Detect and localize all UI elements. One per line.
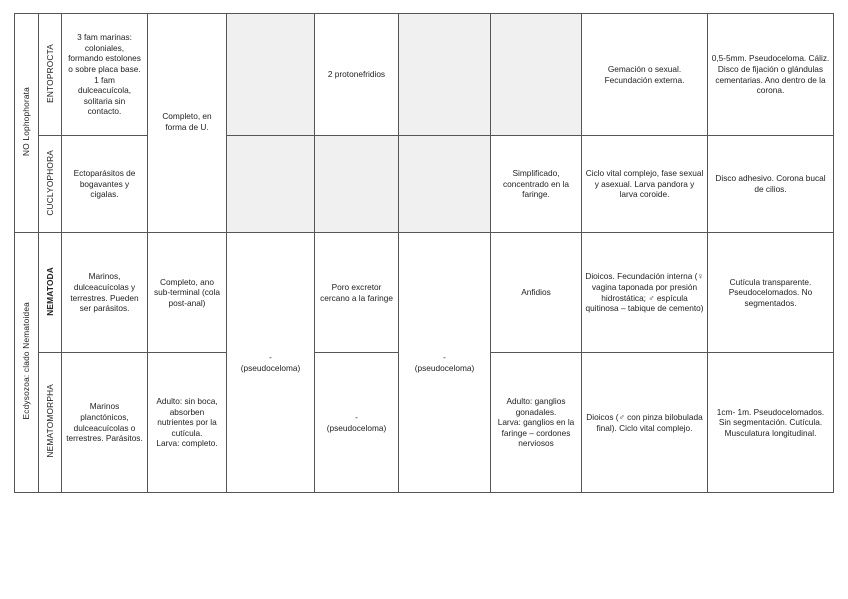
taxon-label-nematomorpha <box>39 353 62 493</box>
cell-reproduccion-nematoda: Dioicos. Fecundación interna (♀ vagina taponada por presión hidrostática; ♂ espícula quitinosa – tabique de cemento) <box>582 233 708 353</box>
comparison-table <box>14 13 834 493</box>
cell-reproduccion-cuclyophora: Ciclo vital complejo, fase sexual y asexual. Larva pandora y larva coroide. <box>582 136 708 233</box>
cell-digestivo-nematomorpha: Adulto: sin boca, absorben nutrientes por la cutícula. Larva: completo. <box>148 353 227 493</box>
cell-habitat-entoprocta: 3 fam marinas: coloniales, formando estolones o sobre placa base. 1 fam dulceacuícola, solitaria sin contacto. <box>62 14 148 136</box>
cell-excretor-nematoda: Poro excretor cercano a la faringe <box>315 233 399 353</box>
cell-otros-cuclyophora: Disco adhesivo. Corona bucal de cilios. <box>708 136 834 233</box>
cell-empty-grey <box>227 136 315 233</box>
cell-nervioso-cuclyophora: Simplificado, concentrado en la faringe. <box>491 136 582 233</box>
taxon-text-cuclyophora: CUCLYOPHORA <box>44 149 55 216</box>
cell-reproduccion-nematomorpha: Dioicos (♂ con pinza bilobulada final). Ciclo vital complejo. <box>582 353 708 493</box>
taxon-text-entoprocta: ENTOPROCTA <box>44 43 55 103</box>
cell-otros-entoprocta: 0,5-5mm. Pseudoceloma. Cáliz. Disco de fijación o glándulas cementarias. Ano dentro de la corona. <box>708 14 834 136</box>
group-text-ecdysozoa: Ecdysozoa: clado Nematoidea <box>21 302 32 420</box>
cell-nervioso-nematomorpha: Adulto: ganglios gonadales. Larva: ganglios en la faringe – cordones nerviosos <box>491 353 582 493</box>
table-row-cuclyophora <box>15 136 834 233</box>
cell-habitat-nematomorpha: Marinos planctónicos, dulceacuícolas o terrestres. Parásitos. <box>62 353 148 493</box>
group-label-lophophorata <box>15 14 39 233</box>
taxon-text-nematomorpha: NEMATOMORPHA <box>44 384 55 458</box>
group-text-lophophorata: NO Lophophorata <box>21 87 32 157</box>
cell-empty-grey <box>491 14 582 136</box>
cell-digestivo-lophophorata: Completo, en forma de U. <box>148 14 227 233</box>
cell-empty-grey <box>315 136 399 233</box>
cell-empty-grey <box>399 136 491 233</box>
cell-cavidad-nematoidea: - (pseudoceloma) <box>227 233 315 493</box>
cell-reproduccion-entoprocta: Gemación o sexual. Fecundación externa. <box>582 14 708 136</box>
cell-excretor-nematomorpha: - (pseudoceloma) <box>315 353 399 493</box>
cell-otros-nematoda: Cutícula transparente. Pseudocelomados. No segmentados. <box>708 233 834 353</box>
cell-circulatorio-nematoidea: - (pseudoceloma) <box>399 233 491 493</box>
taxon-label-cuclyophora <box>39 136 62 233</box>
taxon-text-nematoda: NEMATODA <box>44 266 55 316</box>
cell-otros-nematomorpha: 1cm- 1m. Pseudocelomados. Sin segmentación. Cutícula. Musculatura longitudinal. <box>708 353 834 493</box>
table-row-nematoda <box>15 233 834 353</box>
cell-empty-grey <box>227 14 315 136</box>
cell-habitat-cuclyophora: Ectoparásitos de bogavantes y cigalas. <box>62 136 148 233</box>
taxon-label-nematoda <box>39 233 62 353</box>
cell-excretor-entoprocta: 2 protonefridios <box>315 14 399 136</box>
taxon-label-entoprocta <box>39 14 62 136</box>
cell-nervioso-nematoda: Anfidios <box>491 233 582 353</box>
table-row-entoprocta <box>15 14 834 136</box>
cell-digestivo-nematoda: Completo, ano sub-terminal (cola post-anal) <box>148 233 227 353</box>
cell-empty-grey <box>399 14 491 136</box>
cell-habitat-nematoda: Marinos, dulceacuícolas y terrestres. Pueden ser parásitos. <box>62 233 148 353</box>
group-label-ecdysozoa <box>15 233 39 493</box>
